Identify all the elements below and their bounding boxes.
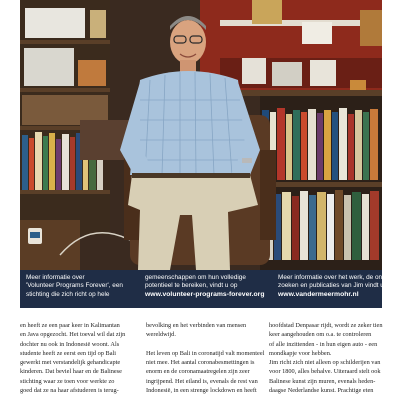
text-line: wereldwijd. — [146, 331, 176, 339]
text-line: en Java opgezocht. Het toeval wil dat zijn — [20, 331, 126, 339]
caption-line: 'Volunteer Programs Forever', een — [26, 282, 123, 290]
portrait-photo-illustration — [20, 0, 382, 270]
text-line: voor 1800, alles behalve. Uiteraard stelt ook — [269, 368, 381, 376]
text-line: Indonesië, in een strenge lockdown en heeft — [146, 387, 257, 395]
text-line: Balinese kunst zijn muren, evenals heden- — [269, 377, 376, 385]
text-line: daagse Nederlandse kunst. Prachtige eten — [269, 387, 374, 395]
caption-volunteer-website — [145, 274, 280, 299]
article-photo — [20, 0, 382, 270]
article-column-2 — [146, 321, 265, 395]
caption-line: Meer informatie over het werk, de onder- — [278, 274, 394, 281]
text-line: hoofdstad Denpasar rijdt, wordt ze zeker tien — [269, 322, 383, 329]
volunteer-programs-link[interactable]: www.volunteer-programs-forever.org — [145, 290, 265, 298]
text-line: of alle inzittenden - in hun eigen auto - een — [269, 340, 378, 348]
caption-line: gemeenschappen om hun volledige — [145, 274, 246, 281]
text-line: dochter nu ook in Indonesië woont. Als — [20, 340, 120, 348]
vandermeermohr-link[interactable]: www.vandermeermohr.nl — [278, 290, 359, 298]
text-line: keer aangehouden om o.a. te controleren — [269, 331, 372, 339]
text-line: niet mee. Het aantal coronabesmettingen is — [146, 359, 255, 367]
article-column-3 — [269, 321, 387, 395]
text-line: ingrijpend. Het eiland is, evenals de rest van — [146, 377, 258, 385]
caption-jim-work — [278, 274, 394, 299]
text-line: studente heeft ze eerst een tijd op Bali — [20, 349, 116, 357]
text-line: gewerkt met verstandelijk gehandicapte — [20, 359, 121, 367]
caption-volunteer-programs — [26, 274, 146, 299]
text-line: en heeft ze een paar keer in Kalimantan — [20, 322, 120, 329]
text-line: bevolking en het verbinden van mensen — [146, 322, 247, 329]
caption-bar — [20, 270, 394, 308]
text-line: goed dat ze na haar afstuderen is terug- — [20, 387, 119, 395]
caption-line: zoeken en publicaties van Jim vindt u op — [278, 282, 393, 290]
text-line: enorm en de coronamaatregelen zijn zeer — [146, 368, 250, 376]
caption-line: stichting die zich richt op hele — [26, 290, 110, 298]
text-line: Het leven op Bali in coronatijd valt momenteel — [146, 349, 265, 357]
text-line: mondkapje voor hebben. — [269, 349, 332, 357]
text-line — [146, 340, 258, 349]
article-column-1 — [20, 321, 132, 395]
caption-line: potentieel te bereiken, vindt u op — [145, 282, 238, 290]
text-line: stichting waar ze toen voor werkte zo — [20, 377, 115, 385]
text-line: kinderen. Dat beviel haar en de Balinese — [20, 368, 122, 376]
caption-line: Meer informatie over — [26, 274, 85, 281]
text-line: Jim richt zich niet alleen op schilderijen van — [269, 359, 381, 367]
